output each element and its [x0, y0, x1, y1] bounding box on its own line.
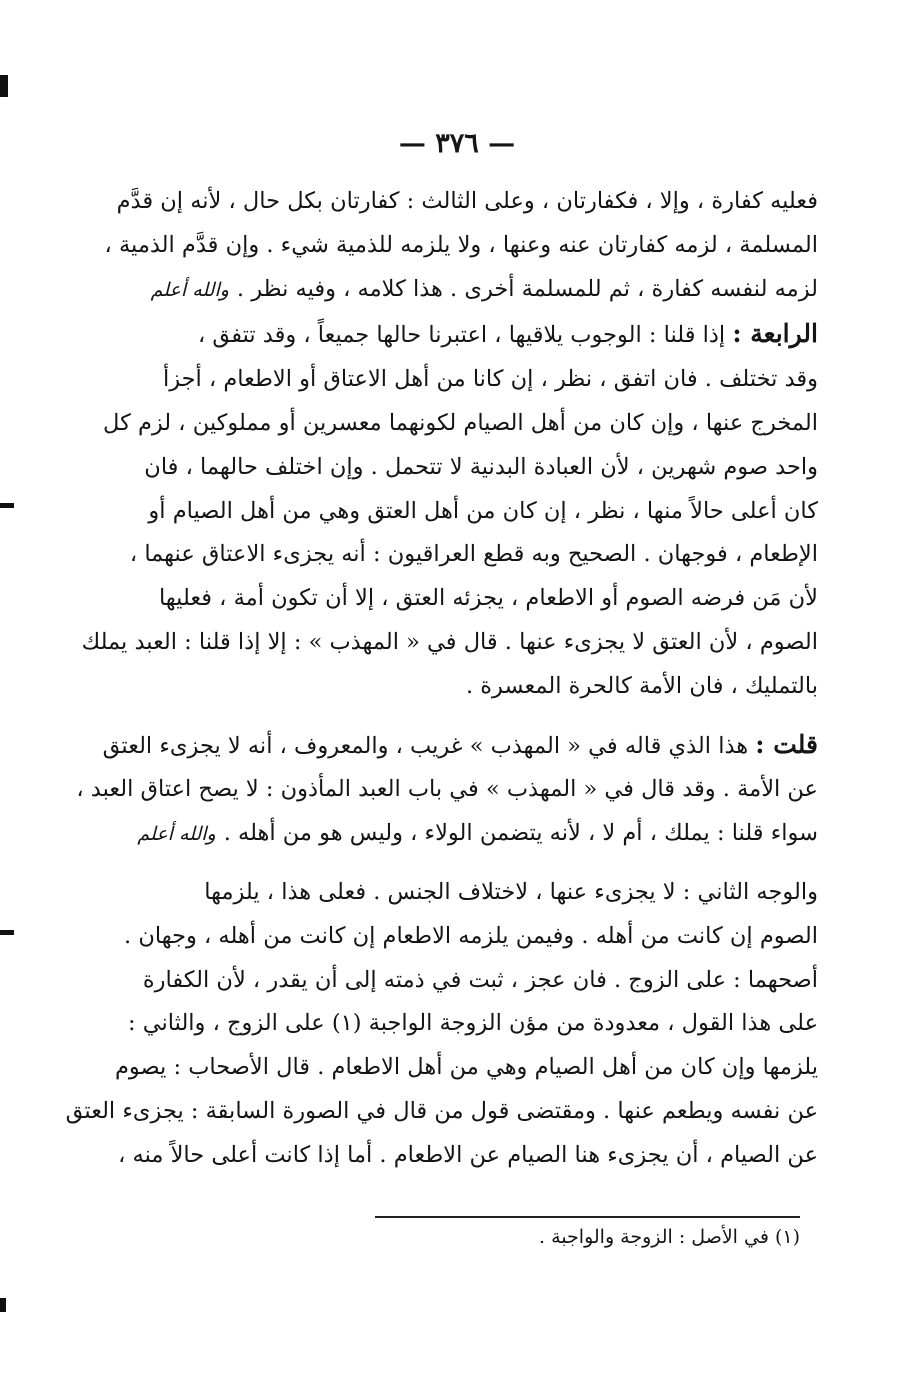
text-line: الرابعة : إذا قلنا : الوجوب يلاقيها ، اعتبرنا حالها جميعاً ، وقد تتفق ،: [198, 319, 818, 349]
footnote: (١) في الأصل : الزوجة والواجبة .: [539, 1226, 800, 1248]
text-line: سواء قلنا : يملك ، أم لا ، لأنه يتضمن الولاء ، وليس هو من أهله .والله أعلم: [137, 820, 818, 847]
scan-edge-mark: [0, 75, 8, 97]
footnote-divider: [375, 1216, 800, 1218]
scan-edge-mark: [0, 930, 14, 935]
page-number: — ٣٧٦ —: [398, 128, 516, 159]
text-line: والوجه الثاني : لا يجزىء عنها ، لاختلاف الجنس . فعلى هذا ، يلزمها: [204, 878, 818, 905]
text-line: عن الأمة . وقد قال في « المهذب » في باب العبد المأذون : لا يصح اعتاق العبد ،: [76, 776, 818, 803]
text-line: عن نفسه ويطعم عنها . ومقتضى قول من قال في الصورة السابقة : يجزىء العتق: [65, 1097, 818, 1124]
signoff-allah-aalam: والله أعلم: [150, 278, 229, 301]
text-line: فعليه كفارة ، وإلا ، فكفارتان ، وعلى الثالث : كفارتان بكل حال ، لأنه إن قدَّم: [116, 188, 818, 214]
text-line: قلت : هذا الذي قاله في « المهذب » غريب ، والمعروف ، أنه لا يجزىء العتق: [102, 729, 818, 759]
body-text: [48, 180, 818, 1178]
scan-edge-mark: [0, 503, 14, 508]
scan-edge-mark: [0, 1298, 6, 1312]
text-line: المسلمة ، لزمه كفارتان عنه وعنها ، ولا يلزمه للذمية شيء . وإن قدَّم الذمية ،: [104, 231, 818, 258]
paragraph-lead-qultu: قلت :: [755, 729, 818, 759]
text-line: الصوم إن كانت من أهله . وفيمن يلزمه الاطعام إن كانت من أهله ، وجهان .: [124, 922, 818, 949]
paragraph-lead-rabia: الرابعة :: [732, 319, 818, 349]
text-line: وقد تختلف . فان اتفق ، نظر ، إن كانا من أهل الاعتاق أو الاطعام ، أجزأ: [162, 366, 818, 393]
text-line: على هذا القول ، معدودة من مؤن الزوجة الواجبة (١) على الزوج ، والثاني :: [128, 1010, 818, 1037]
text-line: عن الصيام ، أن يجزىء هنا الصيام عن الاطعام . أما إذا كانت أعلى حالاً منه ،: [118, 1141, 818, 1168]
text-line: المخرج عنها ، وإن كان من أهل الصيام لكونهما معسرين أو مملوكين ، لزم كل: [103, 409, 818, 436]
text-line: واحد صوم شهرين ، لأن العبادة البدنية لا تتحمل . وإن اختلف حالهما ، فان: [144, 453, 818, 480]
text-line: يلزمها وإن كان من أهل الصيام وهي من أهل الاطعام . قال الأصحاب : يصوم: [114, 1054, 818, 1081]
text-line: لأن مَن فرضه الصوم أو الاطعام ، يجزئه العتق ، إلا أن تكون أمة ، فعليها: [158, 585, 818, 612]
text-line: الصوم ، لأن العتق لا يجزىء عنها . قال في « المهذب » : إلا إذا قلنا : العبد يملك: [81, 628, 818, 655]
text-line: أصحهما : على الزوج . فان عجز ، ثبت في ذمته إلى أن يقدر ، لأن الكفارة: [142, 966, 818, 993]
text-line: كان أعلى حالاً منها ، نظر ، إن كان من أهل العتق وهي من أهل الصيام أو: [148, 497, 818, 524]
text-line: بالتمليك ، فان الأمة كالحرة المعسرة .: [465, 672, 818, 699]
signoff-allah-aalam: والله أعلم: [137, 823, 216, 846]
text-line: الإطعام ، فوجهان . الصحيح وبه قطع العراقيون : أنه يجزىء الاعتاق عنهما ،: [129, 541, 818, 568]
text-line: لزمه لنفسه كفارة ، ثم للمسلمة أخرى . هذا كلامه ، وفيه نظر .والله أعلم: [150, 275, 818, 302]
